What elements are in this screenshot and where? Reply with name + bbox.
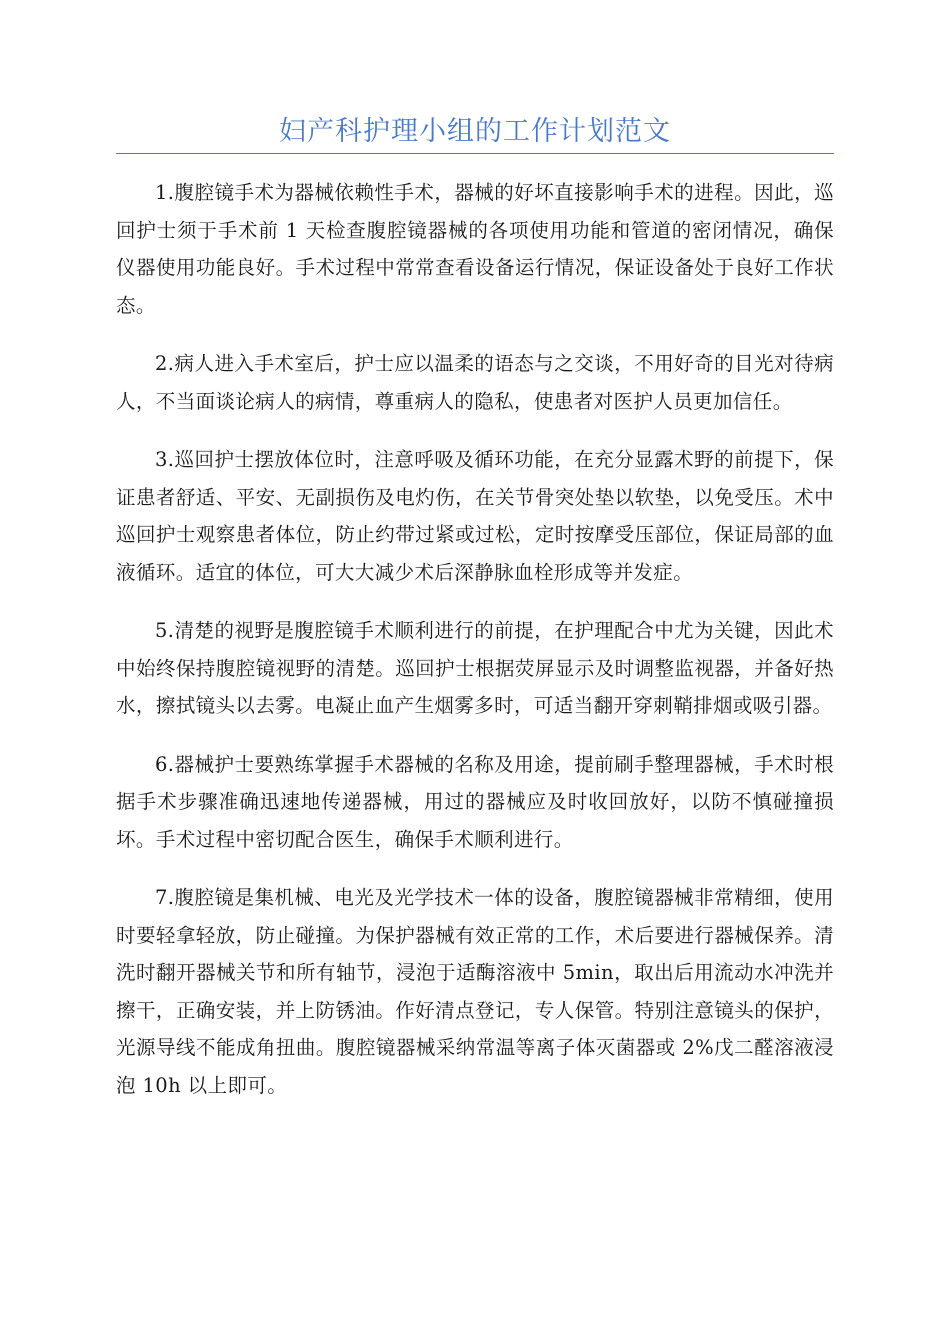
paragraph-2: 2.病人进入手术室后，护士应以温柔的语态与之交谈，不用好奇的目光对待病人，不当面谈论病人的病情，尊重病人的隐私，使患者对医护人员更加信任。	[116, 352, 834, 413]
paragraph-7: 7.腹腔镜是集机械、电光及光学技术一体的设备，腹腔镜器械非常精细，使用时要轻拿轻放，防止碰撞。为保护器械有效正常的工作，术后要进行器械保养。清洗时翻开器械关节和所有轴节，浸泡于适酶溶液中 5min，取出后用流动水冲洗并擦干，正确安装，并上防锈油。作好清点登记，专人保管。特别注意镜头的保护，光源导线不能成角扭曲。腹腔镜器械采纳常温等离子体灭菌器或 2%戊二醛溶液浸泡 10h 以上即可。	[116, 886, 834, 1097]
paragraph-6: 6.器械护士要熟练掌握手术器械的名称及用途，提前刷手整理器械，手术时根据手术步骤准确迅速地传递器械，用过的器械应及时收回放好，以防不慎碰撞损坏。手术过程中密切配合医生，确保手术顺利进行。	[116, 752, 834, 851]
document-body	[116, 174, 834, 1125]
title-underline	[116, 153, 834, 154]
paragraph-1: 1.腹腔镜手术为器械依赖性手术，器械的好坏直接影响手术的进程。因此，巡回护士须于手术前 1 天检查腹腔镜器械的各项使用功能和管道的密闭情况，确保仪器使用功能良好。手术过程中常常查看设备运行情况，保证设备处于良好工作状态。	[116, 181, 834, 317]
document-title: 妇产科护理小组的工作计划范文	[279, 116, 671, 147]
paragraph-5: 5.清楚的视野是腹腔镜手术顺利进行的前提，在护理配合中尤为关键，因此术中始终保持腹腔镜视野的清楚。巡回护士根据荧屏显示及时调整监视器，并备好热水，擦拭镜头以去雾。电凝止血产生烟雾多时，可适当翻开穿刺鞘排烟或吸引器。	[116, 619, 834, 717]
paragraph-3: 3.巡回护士摆放体位时，注意呼吸及循环功能，在充分显露术野的前提下，保证患者舒适、平安、无副损伤及电灼伤，在关节骨突处垫以软垫，以免受压。术中巡回护士观察患者体位，防止约带过紧或过松，定时按摩受压部位，保证局部的血液循环。适宜的体位，可大大减少术后深静脉血栓形成等并发症。	[116, 448, 834, 584]
